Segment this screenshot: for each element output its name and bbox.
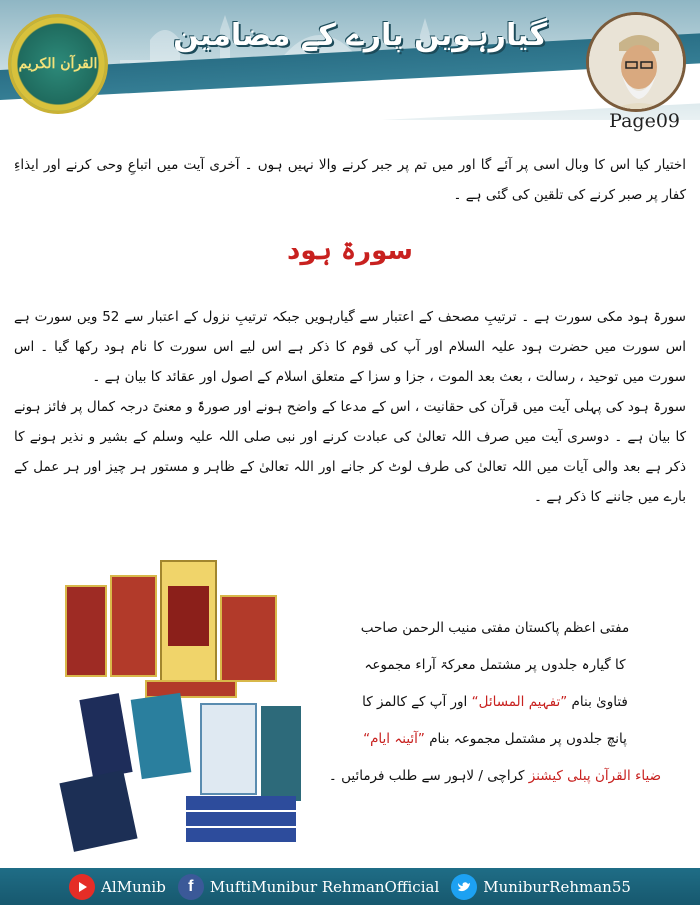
twitter-link[interactable] — [451, 874, 631, 900]
promo-line-4a: پانچ جلدوں پر مشتمل مجموعہ بنام — [424, 731, 627, 747]
publisher-name: ضیاء القرآن پبلی کیشنز — [528, 768, 662, 784]
logo-text: القرآن الکریم — [18, 56, 98, 72]
author-avatar — [586, 12, 686, 112]
youtube-icon — [69, 874, 95, 900]
promo-line-2: کا گیارہ جلدوں پر مشتمل معرکۃ آراء مجموعہ — [364, 657, 626, 673]
book-title-aaina: ”آئینہ ایام“ — [363, 731, 425, 747]
youtube-handle: AlMunib — [101, 877, 166, 896]
facebook-handle: MuftiMunibur RehmanOfficial — [209, 877, 440, 896]
promo-line-5b: کراچی / لاہور سے طلب فرمائیں ۔ — [328, 768, 529, 784]
footer — [0, 868, 700, 905]
twitter-handle: MuniburRehman55 — [483, 877, 631, 896]
promo-line-1: مفتی اعظم پاکستان مفتی منیب الرحمن صاحب — [360, 620, 630, 636]
book-title-tafheem: ”تفہیم المسائل“ — [471, 694, 568, 710]
paragraph-1: سورۃ ہود مکی سورت ہے ۔ ترتیبِ مصحف کے اعتبار سے گیارہویں جبکہ ترتیبِ نزول کے اعتبار سے 52 ویں سورت ہے اس سورت میں حضرت ہود علیہ السلام اور آپ کی قوم کا ذکر ہے اس لیے اس سورت کا نام ہود رکھا گیا ۔ اس سورت میں توحید ، رسالت ، بعث بعد الموت ، جزا و سزا کے متعلق اسلام کے اصول اور عقائد کا بیان ہے ۔ — [14, 309, 686, 385]
section-heading: سورۃ ہود — [286, 236, 413, 266]
body-text — [14, 302, 686, 512]
promo-text — [300, 610, 690, 795]
quran-logo — [8, 14, 108, 114]
intro-paragraph: اختیار کیا اس کا وبال اسی پر آئے گا اور میں تم پر جبر کرنے والا نہیں ہوں ۔ آخری آیت میں اتباعِ وحی کرنے اور ایذاءِ کفار پر صبر کرنے کی تلقین کی گئی ہے ۔ — [14, 157, 686, 203]
promo-line-5 — [300, 758, 690, 795]
promo-line-3a: فتاویٰ بنام — [567, 694, 628, 710]
books-image — [56, 556, 308, 856]
paragraph-2: سورۃ ہود کی پہلی آیت میں قرآن کی حقانیت ، اس کے مدعا کے واضح ہونے اور صورۃً و معنیً درجہ کمال پر فائز ہونے کا بیان ہے ۔ دوسری آیت میں صرف اللہ تعالیٰ کی عبادت کرنے اور نبی صلی اللہ علیہ وسلم کے بشیر و نذیر ہونے کا ذکر ہے بعد والی آیات میں اللہ تعالیٰ کی طرف لوٹ کر جانے اور اللہ تعالیٰ کے ظاہر و مستور ہر چیز اور ہر عمل کے بارے میں جاننے کا ذکر ہے ۔ — [14, 399, 686, 505]
page-number: Page09 — [609, 110, 680, 132]
promo-line-3b: اور آپ کے کالمز کا — [362, 694, 472, 710]
promo-line-3 — [300, 684, 690, 721]
facebook-icon: f — [178, 874, 204, 900]
twitter-icon — [451, 874, 477, 900]
facebook-link[interactable] — [178, 874, 439, 900]
page-title: گیارہویں پارے کے مضامین — [173, 18, 547, 53]
youtube-link[interactable] — [69, 874, 166, 900]
promo-line-4 — [300, 721, 690, 758]
